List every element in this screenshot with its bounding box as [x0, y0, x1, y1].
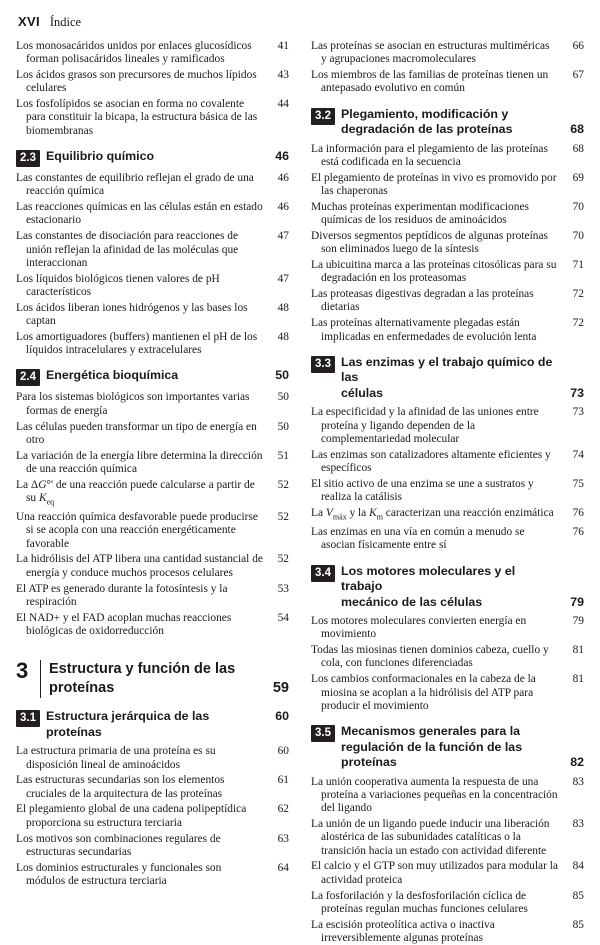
- toc-entry-title: La unión de un ligando puede inducir una liberación alostérica de las subunidades catalíticas o la transición hacia un estado con actividad diferente: [311, 818, 550, 857]
- toc-chapter-page: 59: [272, 680, 289, 697]
- toc-entry-page: 74: [572, 448, 584, 461]
- toc-section-page: 60: [275, 709, 289, 724]
- toc-chapter-title-line1: Estructura y función de las: [49, 661, 236, 678]
- toc-entry[interactable]: [311, 919, 584, 945]
- toc-section-page: 50: [275, 368, 289, 383]
- toc-entry-title: Las estructuras secundarias son los elementos cruciales de la arquitectura de las proteínas: [16, 774, 225, 800]
- toc-entry-page: 52: [277, 511, 289, 524]
- toc-entry-title: Los amortiguadores (buffers) mantienen el pH de los líquidos intracelulares y extracelulares: [16, 330, 258, 357]
- toc-entry[interactable]: [311, 507, 584, 524]
- toc-section-heading[interactable]: [311, 107, 584, 138]
- toc-chapter-heading[interactable]: [16, 660, 289, 698]
- toc-entry-title: Todas las miosinas tienen dominios cabeza, cuello y cola, con funciones diferenciadas: [311, 644, 549, 670]
- toc-entry[interactable]: [311, 406, 584, 446]
- toc-entry-title: El plegamiento global de una cadena polipeptídica proporciona su estructura terciaria: [16, 803, 247, 829]
- toc-entry-title: Para los sistemas biológicos son importantes varias formas de energía: [16, 391, 250, 417]
- toc-entry-page: 64: [277, 861, 289, 874]
- toc-entry[interactable]: [311, 449, 584, 476]
- toc-column-left: [16, 40, 289, 887]
- toc-entry[interactable]: [16, 612, 289, 639]
- toc-entry[interactable]: [311, 860, 584, 887]
- toc-entry-page: 81: [572, 673, 584, 686]
- toc-entry-title: Los ácidos liberan iones hidrógenos y las bases los captan: [16, 301, 248, 328]
- toc-entry-title: Las enzimas son catalizadores altamente eficientes y específicos: [311, 448, 551, 475]
- toc-entry-page: 63: [277, 832, 289, 845]
- toc-section-title-line1: Mecanismos generales para la: [341, 724, 521, 739]
- toc-entry-title: Una reacción química desfavorable puede producirse si se acopla con una reacción energéticamente favorable: [16, 511, 258, 550]
- toc-entry[interactable]: [311, 776, 584, 816]
- toc-entry-title: Las proteasas digestivas degradan a las proteínas dietarias: [311, 288, 534, 314]
- toc-entry-title: La ΔG°' de una reacción puede calcularse a partir de su $K_{eq}$: [16, 478, 255, 507]
- toc-entry[interactable]: [16, 583, 289, 610]
- toc-section-number: 3.3: [311, 356, 335, 373]
- toc-entry-title: La ubicuitina marca a las proteínas citosólicas para su degradación en los proteasomas: [311, 259, 557, 285]
- toc-entry[interactable]: [16, 230, 289, 270]
- toc-section-title-line2: células: [341, 385, 384, 400]
- toc-entry-page: 75: [572, 477, 584, 490]
- toc-section-title: Estructura jerárquica de las proteínas: [46, 709, 210, 739]
- toc-section-number: 3.4: [311, 565, 335, 582]
- toc-section-title: [341, 724, 558, 771]
- toc-entry[interactable]: [311, 644, 584, 671]
- toc-entry-title: Las proteínas alternativamente plegadas están implicadas en enfermedades de evolución lenta: [311, 317, 537, 343]
- toc-section-heading[interactable]: [16, 149, 289, 167]
- toc-section-title-line1: Los motores moleculares y el trabajo: [341, 563, 516, 594]
- toc-entry-title: La $V_{máx}$ y la $K_m$ caracterizan una reacción enzimática: [311, 506, 554, 522]
- toc-entry[interactable]: [311, 69, 584, 96]
- toc-entry-page: 47: [277, 272, 289, 285]
- toc-entry-page: 54: [277, 611, 289, 624]
- toc-entry[interactable]: [16, 553, 289, 580]
- toc-entry[interactable]: [311, 143, 584, 170]
- toc-entry-title: La fosforilación y la desfosforilación cíclica de proteínas regulan muchas funciones celulares: [311, 889, 528, 915]
- toc-entry-page: 70: [572, 229, 584, 242]
- toc-entry-page: 50: [277, 420, 289, 433]
- toc-entry-title: La escisión proteolítica activa o inactiva irreversiblemente algunas proteínas: [311, 918, 495, 944]
- toc-entry-title: Las enzimas en una vía en común a menudo se asocian físicamente entre sí: [311, 526, 525, 552]
- toc-entry[interactable]: [311, 818, 584, 858]
- toc-entry-page: 71: [572, 259, 584, 272]
- toc-entry-page: 53: [277, 582, 289, 595]
- toc-entry[interactable]: [311, 201, 584, 228]
- running-head: [16, 14, 584, 30]
- toc-entry[interactable]: [16, 511, 289, 551]
- toc-entry-title: Las reacciones químicas en las células están en estado estacionario: [16, 201, 263, 227]
- toc-entry-page: 67: [572, 69, 584, 82]
- toc-entry-page: 68: [572, 142, 584, 155]
- toc-column-right: [311, 40, 584, 944]
- toc-entry-page: 52: [277, 553, 289, 566]
- toc-entry-page: 70: [572, 200, 584, 213]
- toc-section-number: 2.3: [16, 150, 40, 167]
- toc-entry[interactable]: [16, 273, 289, 300]
- toc-columns: [16, 40, 584, 944]
- toc-entry-title: Muchas proteínas experimentan modificaciones químicas de los residuos de aminoácidos: [311, 200, 529, 227]
- toc-section-number: 2.4: [16, 369, 40, 386]
- toc-entry-title: Las células pueden transformar un tipo de energía en otro: [16, 420, 257, 446]
- toc-entry-title: Las constantes de equilibrio reflejan el grado de una reacción química: [16, 172, 254, 198]
- toc-entry[interactable]: [311, 40, 584, 67]
- toc-entry[interactable]: [311, 478, 584, 505]
- toc-entry[interactable]: [16, 450, 289, 477]
- toc-entry-title: Los dominios estructurales y funcionales son módulos de estructura terciaria: [16, 861, 222, 887]
- toc-entry[interactable]: [16, 862, 289, 889]
- toc-entry[interactable]: [16, 331, 289, 358]
- toc-entry-title: Los motores moleculares convierten energía en movimiento: [311, 615, 527, 641]
- toc-entry-page: 48: [277, 301, 289, 314]
- toc-entry-title: Los miembros de las familias de proteínas tienen un antepasado evolutivo en común: [311, 69, 549, 95]
- toc-entry[interactable]: [16, 421, 289, 448]
- toc-entry-page: 47: [277, 230, 289, 243]
- toc-entry-page: 43: [277, 69, 289, 82]
- toc-section-title-line1: Plegamiento, modificación y: [341, 106, 509, 121]
- toc-entry-title: Los líquidos biológicos tienen valores de pH característicos: [16, 272, 220, 298]
- toc-entry-title: Los ácidos grasos son precursores de muchos lípidos celulares: [16, 69, 257, 95]
- toc-entry-title: Diversos segmentos peptídicos de algunas proteínas son eliminados luego de la síntesis: [311, 229, 548, 256]
- toc-section-title: Equilibrio químico: [46, 149, 155, 164]
- toc-entry[interactable]: [311, 259, 584, 286]
- toc-entry-title: Los cambios conformacionales en la cabeza de la miosina se acoplan a la hidrólisis del ATP para producir el movimiento: [311, 673, 536, 712]
- toc-chapter-title-line2: proteínas: [49, 680, 115, 697]
- toc-entry-page: 84: [572, 860, 584, 873]
- toc-entry-page: 72: [572, 288, 584, 301]
- toc-section-title-line1: Las enzimas y el trabajo químico de las: [341, 354, 553, 385]
- toc-section-number: 3.1: [16, 710, 40, 727]
- toc-section-heading[interactable]: [16, 709, 289, 740]
- toc-entry[interactable]: [16, 479, 289, 509]
- toc-section-page: 79: [570, 594, 584, 609]
- toc-entry-title: Los motivos son combinaciones regulares de estructuras secundarias: [16, 832, 221, 858]
- toc-entry-title: El plegamiento de proteínas in vivo es promovido por las chaperonas: [311, 171, 557, 198]
- toc-entry-page: 66: [572, 40, 584, 52]
- toc-entry-page: 62: [277, 803, 289, 816]
- toc-entry[interactable]: [311, 288, 584, 315]
- toc-section-title: Energética bioquímica: [46, 368, 179, 383]
- toc-entry-title: La unión cooperativa aumenta la respuesta de una proteína a variaciones pequeñas en la concentración del ligando: [311, 775, 558, 815]
- toc-section-heading[interactable]: [311, 564, 584, 611]
- toc-entry[interactable]: [16, 774, 289, 801]
- toc-entry-page: 51: [277, 449, 289, 462]
- toc-entry-page: 76: [572, 506, 584, 519]
- toc-entry-page: 72: [572, 317, 584, 330]
- toc-chapter-number: 3: [16, 658, 29, 684]
- toc-entry-page: 44: [277, 98, 289, 111]
- toc-section-title: [341, 107, 558, 138]
- toc-section-heading[interactable]: [16, 368, 289, 386]
- toc-entry[interactable]: [16, 833, 289, 860]
- folio-number: XVI: [18, 14, 40, 29]
- toc-entry[interactable]: [16, 69, 289, 96]
- toc-entry[interactable]: [311, 890, 584, 917]
- toc-entry-page: 41: [277, 40, 289, 52]
- toc-entry-page: 83: [572, 818, 584, 831]
- toc-entry-title: El sitio activo de una enzima se une a sustratos y realiza la catálisis: [311, 477, 534, 504]
- toc-entry[interactable]: [311, 526, 584, 553]
- toc-entry[interactable]: [16, 98, 289, 138]
- toc-entry[interactable]: [16, 391, 289, 418]
- toc-entry[interactable]: [16, 803, 289, 830]
- toc-entry-page: 73: [572, 406, 584, 419]
- toc-entry-page: 46: [277, 172, 289, 185]
- toc-entry[interactable]: [311, 673, 584, 713]
- toc-entry-title: Las constantes de disociación para reacciones de unión reflejan la afinidad de las moléculas que interaccionan: [16, 230, 239, 269]
- toc-entry-page: 85: [572, 918, 584, 931]
- toc-entry-page: 85: [572, 889, 584, 902]
- toc-section-page: 46: [275, 149, 289, 164]
- toc-entry[interactable]: [16, 201, 289, 228]
- toc-entry-title: Las proteínas se asocian en estructuras multiméricas y agrupaciones macromoleculares: [311, 40, 550, 66]
- toc-entry-title: La especificidad y la afinidad de las uniones entre proteína y ligando dependen de la complementariedad molecular: [311, 406, 539, 445]
- toc-entry[interactable]: [16, 302, 289, 329]
- toc-entry[interactable]: [16, 745, 289, 772]
- toc-entry-title: La información para el plegamiento de las proteínas está codificada en la secuencia: [311, 142, 548, 168]
- toc-entry-page: 76: [572, 526, 584, 538]
- toc-entry-page: 61: [277, 774, 289, 787]
- toc-section-title: [341, 564, 558, 611]
- toc-section-page: 73: [570, 385, 584, 400]
- toc-section-title-line2: regulación de la función de las proteínas: [341, 739, 523, 770]
- toc-section-title: [341, 355, 558, 402]
- toc-entry-page: 50: [277, 391, 289, 404]
- toc-entry-title: El ATP es generado durante la fotosíntesis y la respiración: [16, 582, 228, 608]
- toc-entry-title: La estructura primaria de una proteína es su disposición lineal de aminoácidos: [16, 745, 216, 771]
- toc-entry-title: Los fosfolípidos se asocian en forma no covalente para constituir la bicapa, la estructura básica de las biomembranas: [16, 98, 258, 137]
- toc-section-title-line2: degradación de las proteínas: [341, 122, 513, 137]
- toc-entry-page: 48: [277, 330, 289, 343]
- toc-entry-page: 60: [277, 745, 289, 758]
- toc-entry-title: El NAD+ y el FAD acoplan muchas reacciones biológicas de oxidorreducción: [16, 611, 232, 637]
- toc-entry[interactable]: [311, 172, 584, 199]
- toc-entry-title: La hidrólisis del ATP libera una cantidad sustancial de energía y conduce muchos procesos celulares: [16, 553, 263, 579]
- toc-section-number: 3.2: [311, 108, 335, 125]
- toc-entry[interactable]: [311, 317, 584, 344]
- toc-entry[interactable]: [16, 40, 289, 67]
- toc-section-page: 82: [570, 755, 584, 770]
- toc-entry-page: 52: [277, 478, 289, 491]
- toc-entry-page: 83: [572, 775, 584, 788]
- toc-section-page: 68: [570, 122, 584, 137]
- toc-section-heading[interactable]: [311, 355, 584, 402]
- toc-entry[interactable]: [311, 615, 584, 642]
- toc-chapter-body: [40, 660, 289, 698]
- toc-entry-page: 81: [572, 644, 584, 657]
- toc-section-title-line2: mecánico de las células: [341, 594, 483, 609]
- toc-section-heading[interactable]: [311, 724, 584, 771]
- running-head-title: Índice: [49, 15, 82, 29]
- toc-entry-page: 69: [572, 171, 584, 184]
- toc-entry-page: 79: [572, 615, 584, 628]
- toc-section-number: 3.5: [311, 725, 335, 742]
- toc-entry-page: 46: [277, 201, 289, 214]
- toc-entry[interactable]: [16, 172, 289, 199]
- toc-entry-title: Los monosacáridos unidos por enlaces glucosídicos forman polisacáridos lineales y ramificados: [16, 40, 252, 66]
- toc-entry[interactable]: [311, 230, 584, 257]
- toc-entry-title: La variación de la energía libre determina la dirección de una reacción química: [16, 449, 263, 475]
- toc-entry-title: El calcio y el GTP son muy utilizados para modular la actividad proteica: [311, 860, 558, 886]
